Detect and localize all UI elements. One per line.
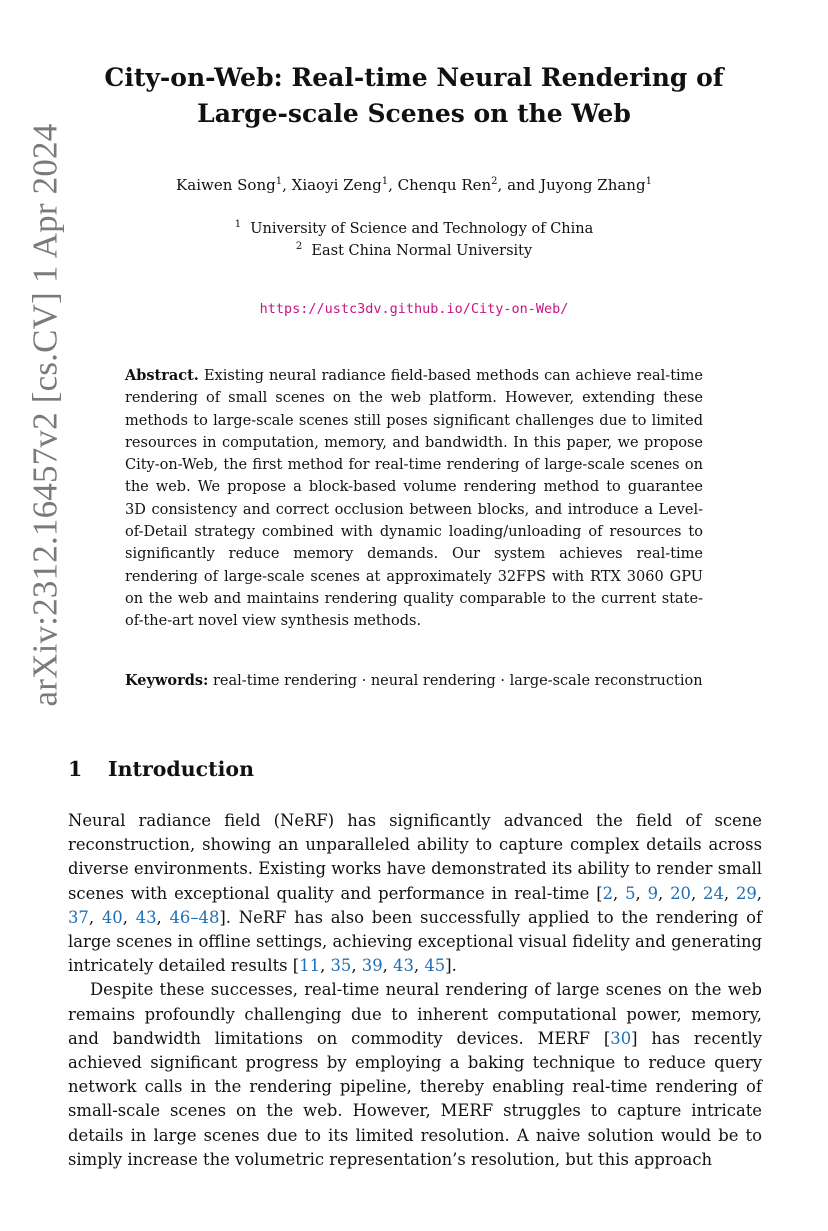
- arxiv-identifier-stamp: [22, 70, 68, 760]
- citation-link[interactable]: 29: [735, 883, 757, 903]
- introduction-body: [68, 809, 762, 1172]
- citation-link[interactable]: 43: [135, 907, 157, 927]
- abstract-text: Existing neural radiance field-based methods can achieve real-time rendering of small scenes on the web platform. However, extending these methods to large-scale scenes still poses significant challenges due to limited resources in computation, memory, and bandwidth. In this paper, we propose City-on-Web, the first method for real-time rendering of large-scale scenes on the web. We propose a block-based volume rendering method to guarantee 3D consistency and correct occlusion between blocks, and introduce a Level-of-Detail strategy combined with dynamic loading/unloading of resources to significantly reduce memory demands. Our system achieves real-time rendering of large-scale scenes at approximately 32FPS with RTX 3060 GPU on the web and maintains rendering quality comparable to the current state-of-the-art novel view synthesis methods.: [125, 368, 703, 630]
- author: Chenqu Ren$^2$, and: [397, 176, 541, 194]
- citation-link[interactable]: 2: [602, 883, 614, 903]
- affiliation: $^1$ University of Science and Technology of China: [234, 219, 594, 237]
- paper-title: [80, 60, 748, 132]
- author: Xiaoyi Zeng$^1$,: [291, 176, 398, 194]
- keywords-text: real-time rendering · neural rendering · large-scale reconstruction: [213, 673, 703, 689]
- citation-link[interactable]: 40: [101, 907, 123, 927]
- title-line-1: City-on-Web: Real-time Neural Rendering of: [104, 63, 724, 92]
- citation-link[interactable]: 35: [330, 956, 352, 976]
- citation-group: 11, 35, 39, 43, 45: [299, 956, 446, 976]
- title-line-2: Large-scale Scenes on the Web: [197, 99, 631, 128]
- section-title: Introduction: [108, 757, 254, 781]
- citation-link[interactable]: 45: [424, 956, 446, 976]
- citation-link[interactable]: 11: [299, 956, 321, 976]
- arxiv-stamp-text: arXiv:2312.16457v2 [cs.CV] 1 Apr 2024: [25, 123, 64, 707]
- abstract: [125, 365, 703, 633]
- abstract-label: Abstract.: [125, 367, 199, 384]
- keywords-label: Keywords:: [125, 672, 209, 689]
- paragraph: Neural radiance field (NeRF) has significantly advanced the field of scene reconstruction, showing an unparalleled ability to capture complex details across diverse environments. Existing works have demonstrated its ability to render small scenes with exceptional quality and performance in real-time [2, 5, 9, 20, 24, 29, 37, 40, 43, 46–48]. NeRF has also been successfully applied to the rendering of large scenes in offline settings, achieving exceptional visual fidelity and generating intricately detailed results [11, 35, 39, 43, 45].: [68, 811, 763, 976]
- citation-link[interactable]: 46–48: [169, 907, 220, 927]
- citation-link[interactable]: 5: [625, 883, 636, 903]
- citation-link[interactable]: 39: [361, 956, 383, 976]
- citation-group: 2, 5, 9, 20, 24, 29, 37, 40, 43, 46–48: [68, 883, 763, 927]
- citation-link[interactable]: 30: [610, 1028, 632, 1048]
- citation-link[interactable]: 9: [647, 883, 659, 903]
- section-heading-introduction: [68, 757, 254, 781]
- citation-link[interactable]: 24: [703, 883, 724, 903]
- author: Juyong Zhang$^1$: [540, 176, 652, 194]
- citation-link[interactable]: 43: [393, 956, 414, 976]
- author-list: [80, 175, 748, 195]
- project-url-link[interactable]: https://ustc3dv.github.io/City-on-Web/: [259, 301, 569, 317]
- author: Kaiwen Song$^1$,: [176, 176, 292, 194]
- citation-link[interactable]: 37: [68, 907, 89, 927]
- keywords: [125, 670, 703, 692]
- affiliation: $^2$ East China Normal University: [295, 241, 533, 259]
- section-number: 1: [68, 757, 83, 781]
- paragraph: Despite these successes, real-time neural rendering of large scenes on the web remains profoundly challenging due to inherent computational power, memory, and bandwidth limitations on commodity devices. MERF [30] has recently achieved significant progress by employing a baking technique to reduce query network calls in the rendering pipeline, thereby enabling real-time rendering of small-scale scenes on the web. However, MERF struggles to capture intricate details in large scenes due to its limited resolution. A naive solution would be to simply increase the volumetric representation’s resolution, but this approach: [68, 980, 762, 1169]
- affiliation-list: [80, 218, 748, 262]
- citation-link[interactable]: 20: [670, 883, 691, 903]
